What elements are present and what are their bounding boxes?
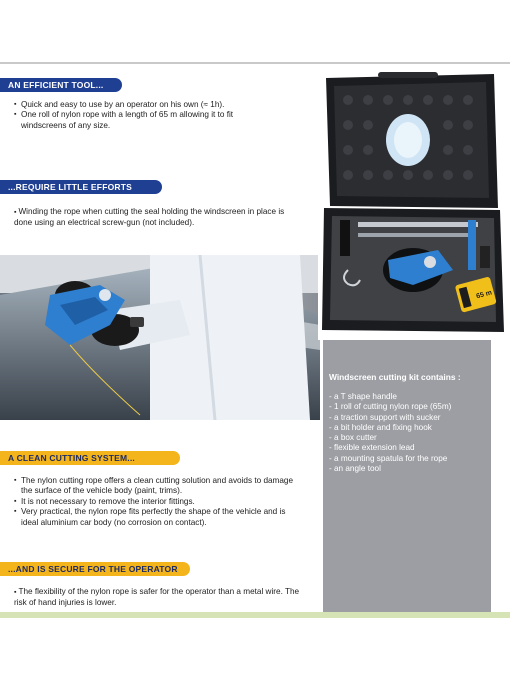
- kit-item: - a mounting spatula for the rope: [329, 453, 448, 463]
- clean-cutting-bullets: [14, 476, 304, 528]
- kit-item: - an angle tool: [329, 464, 381, 474]
- bullet-item: ▪ One roll of nylon rope with a length of 65 m allowing it to fit windscreens of any size.: [14, 110, 254, 131]
- kit-item: - a box cutter: [329, 433, 377, 443]
- kit-contents-title: Windscreen cutting kit contains :: [329, 372, 461, 382]
- top-divider: [0, 62, 510, 64]
- bullet-item: ▪ Very practical, the nylon rope fits perfectly the shape of the vehicle and is ideal aluminium car body (no corrosion on contact).: [14, 507, 304, 528]
- rope-roll-label: 65 m: [475, 289, 493, 301]
- secure-operator-text: ▪ The flexibility of the nylon rope is safer for the operator than a metal wire. The risk of hand injuries is lower.: [14, 587, 304, 609]
- section-heading-efficient-tool: AN EFFICIENT TOOL...: [0, 78, 122, 92]
- kit-contents-panel: [323, 340, 491, 612]
- section-heading-clean-cutting: A CLEAN CUTTING SYSTEM...: [0, 451, 180, 465]
- kit-item: - a traction support with sucker: [329, 412, 441, 422]
- kit-item: - a bit holder and fixing hook: [329, 422, 432, 432]
- bullet-item: ▪ The nylon cutting rope offers a clean cutting solution and avoids to damage the surface of the vehicle body (paint, trims).: [14, 476, 304, 497]
- little-efforts-text: ▪ Winding the rope when cutting the seal holding the windscreen in place is done using an electrical screw-gun (not included).: [14, 207, 294, 229]
- kit-contents-list: [329, 392, 451, 474]
- efficient-tool-bullets: [14, 100, 254, 131]
- bullet-item: ▪ Quick and easy to use by an operator on his own (≈ 1h).: [14, 100, 254, 110]
- kit-item: - 1 roll of cutting nylon rope (65m): [329, 402, 452, 412]
- footer-band: [0, 612, 510, 618]
- section-heading-secure-operator: ...AND IS SECURE FOR THE OPERATOR: [0, 562, 190, 576]
- tool-case-photo: [318, 70, 510, 340]
- section-heading-little-efforts: ...REQUIRE LITTLE EFFORTS: [0, 180, 162, 194]
- kit-item: - a T shape handle: [329, 392, 397, 401]
- kit-item: - flexible extension lead: [329, 443, 415, 453]
- operator-cutting-windscreen-photo: [0, 255, 320, 420]
- bullet-item: ▪ It is not necessary to remove the interior fittings.: [14, 497, 304, 507]
